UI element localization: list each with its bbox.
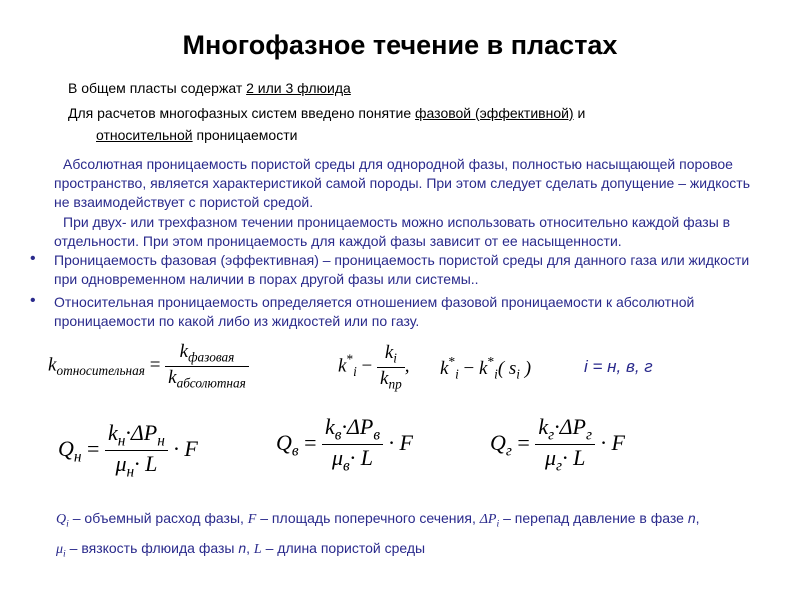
relative-permeability-term: относительной xyxy=(96,127,193,143)
phase-permeability-term: фазовой (эффективной) xyxy=(415,105,574,121)
fluids-link: 2 или 3 флюида xyxy=(246,80,351,96)
formula-flow-water: $Q_в$ = $\frac{k_в\cdot\Delta P_в}{\mu_в\cdot L}$ · F xyxy=(276,414,413,475)
bullet-marker: • xyxy=(30,292,36,309)
intro-line-2 xyxy=(68,104,585,122)
bullet-phase-permeability: Проницаемость фазовая (эффективная) – проницаемость пористой среды для данного газа или жидкости при одновременном наличии в порах другой фазы или системы.. xyxy=(54,252,750,287)
formula-phase-ratio: $k^*_i$ − $\frac{k_i}{k_{пр}}$ , xyxy=(338,342,410,392)
intro-line-1-text: В общем пласты содержат xyxy=(68,80,247,96)
formula-legend: $Q_i$ – объемный расход фазы, F – площадь поперечного сечения, $\Delta P_i$ – перепад давление в фазе n, $\mu_i$ – вязкость флюида фазы n, L – длина пористой среды xyxy=(56,510,700,560)
intro-line-2-text: Для расчетов многофазных систем введено понятие xyxy=(68,105,416,121)
formula-flow-gas: $Q_г$ = $\frac{k_г\cdot\Delta P_г}{\mu_г\cdot L}$ · F xyxy=(490,414,625,475)
formula-flow-oil: $Q_н$ = $\frac{k_н\cdot\Delta P_н}{\mu_н\cdot L}$ · F xyxy=(58,420,198,481)
formula-relative-permeability: $k_{относительная}$ = $\frac{k_{фазовая}}{k_{абсолютная}}$ xyxy=(48,341,249,391)
intro-line-1 xyxy=(68,79,351,97)
phase-index-note: i = н, в, г xyxy=(584,357,653,376)
bullet-marker: • xyxy=(30,250,36,267)
intro-line-3-suffix: проницаемости xyxy=(192,127,298,143)
page-title: Многофазное течение в пластах xyxy=(182,30,618,60)
paragraph-absolute-permeability: Абсолютная проницаемость пористой среды для однородной фазы, полностью насыщающей поровое пространство, является характеристикой самой породы. При этом следует сделать допущение – жидкость не взаимодействует с пористой средой. xyxy=(54,156,750,210)
intro-line-3 xyxy=(96,126,297,144)
bullet-relative-permeability: Относительная проницаемость определяется отношением фазовой проницаемости к абсолютной проницаемости по какой либо из жидкостей или по газу. xyxy=(54,294,695,329)
paragraph-multiphase-flow: При двух- или трехфазном течении проницаемость можно использовать относительно каждой фазы в отдельности. При этом проницаемость для каждой фазы зависит от ее насыщенности. xyxy=(54,214,731,249)
intro-line-2-suffix: и xyxy=(573,105,586,121)
formula-saturation-function: $k^*_i - k^*_i$( $s_i$ ) xyxy=(440,354,532,382)
